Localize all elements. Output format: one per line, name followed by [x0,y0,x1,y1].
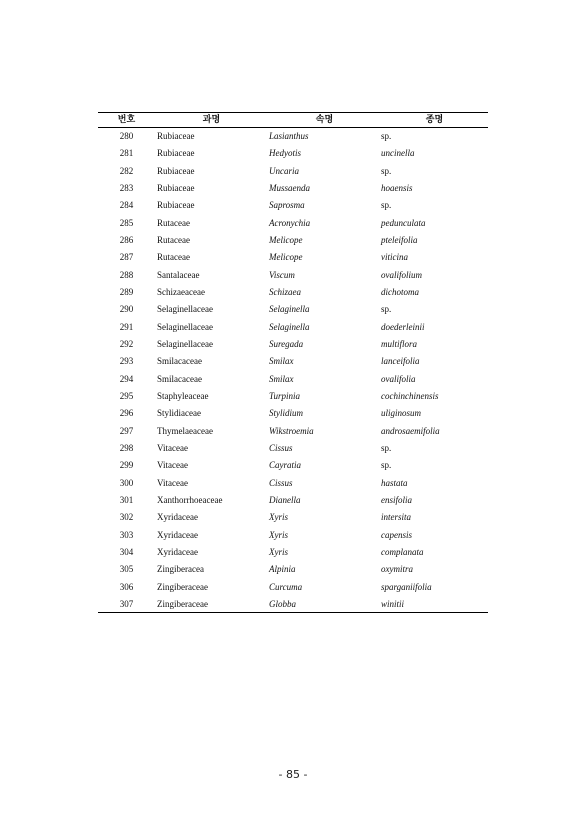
cell-number: 282 [119,165,134,176]
cell-family: Vitaceae [157,477,188,488]
cell-number: 307 [98,595,155,612]
cell-family: Rubiaceae [157,131,195,142]
cell-family: Xanthorrhoeaceae [157,495,223,506]
cell-species: hastata [381,477,408,488]
cell-number: 289 [119,287,134,298]
table-row [98,353,488,370]
cell-number: 301 [119,495,134,506]
cell-family: Rutaceae [157,235,190,246]
cell-family: Xyridaceae [157,512,198,523]
cell-genus: Uncaria [269,165,299,176]
cell-number: 292 [119,339,134,350]
header-species: 종명 [381,113,488,128]
cell-genus: Xyris [269,512,288,523]
species-table [98,112,488,613]
cell-number: 299 [119,460,134,471]
cell-family: Xyridaceae [157,529,198,540]
cell-species: doederleinii [381,321,425,332]
cell-genus: Alpinia [269,564,296,575]
cell-species: capensis [381,529,412,540]
cell-number: 284 [119,200,134,211]
cell-number: 290 [119,304,134,315]
table-header [98,113,488,128]
cell-family: Rutaceae [157,252,190,263]
table-row [98,509,488,526]
cell-genus: Suregada [269,339,304,350]
cell-family: Rutaceae [157,217,190,228]
table-row [98,128,488,145]
cell-family: Selaginellaceae [157,339,213,350]
table-row [98,491,488,508]
table-row [98,387,488,404]
cell-species: cochinchinensis [381,391,439,402]
cell-species: complanata [381,547,424,558]
cell-family: Smilacaceae [157,356,202,367]
cell-family: Stylidiaceae [157,408,201,419]
table-row [98,231,488,248]
cell-species: pedunculata [381,217,426,228]
cell-family: Zingiberaceae [157,581,208,592]
cell-family: Rubiaceae [157,148,195,159]
cell-number: 288 [119,269,134,280]
cell-genus: Cayratia [269,460,302,471]
cell-genus: Stylidium [269,408,303,419]
cell-family: Schizaeaceae [157,287,205,298]
cell-number: 304 [119,547,134,558]
header-number: 번호 [98,113,155,128]
cell-genus: Melicope [269,252,303,263]
cell-species: sp. [381,200,392,211]
cell-family: Staphyleaceae [157,391,209,402]
cell-genus: Selaginella [269,304,310,315]
species-table-container [98,112,488,613]
cell-genus: Cissus [269,477,293,488]
table-body [98,128,488,613]
page-number: - 85 - [278,768,308,781]
cell-family: Zingiberacea [157,564,204,575]
cell-number: 281 [119,148,134,159]
cell-number: 280 [119,131,134,142]
table-row [98,405,488,422]
cell-family: Thymelaeaceae [157,425,213,436]
table-row [98,439,488,456]
cell-species: sp. [381,131,392,142]
cell-family: Santalaceae [157,269,200,280]
cell-species: dichotoma [381,287,419,298]
cell-family: Rubiaceae [157,200,195,211]
cell-species: uliginosum [381,408,422,419]
cell-genus: Smilax [269,356,294,367]
cell-species: uncinella [381,148,415,159]
cell-species: pteleifolia [381,235,418,246]
table-row [98,526,488,543]
cell-family: Rubiaceae [157,165,195,176]
cell-genus: Cissus [269,443,293,454]
table-row [98,283,488,300]
cell-species: lanceifolia [381,356,420,367]
table-row [98,595,488,612]
header-genus: 속명 [268,113,381,128]
header-family: 과명 [155,113,268,128]
cell-genus: Xyris [269,529,288,540]
cell-number: 302 [119,512,134,523]
cell-family: Smilacaceae [157,373,202,384]
cell-genus: Acronychia [269,217,311,228]
table-row [98,162,488,179]
cell-genus: Lasianthus [269,131,309,142]
table-row [98,561,488,578]
table-row [98,318,488,335]
cell-species: sp. [381,165,392,176]
cell-species: sp. [381,443,392,454]
cell-genus: Melicope [269,235,303,246]
table-row [98,197,488,214]
cell-number: 293 [119,356,134,367]
cell-species: sp. [381,304,392,315]
table-row [98,266,488,283]
table-row [98,301,488,318]
cell-number: 283 [119,183,134,194]
cell-number: 294 [119,373,134,384]
cell-genus: Xyris [269,547,288,558]
cell-genus: Schizaea [269,287,301,298]
cell-family: Vitaceae [157,443,188,454]
cell-family: Zingiberaceae [155,595,268,612]
table-row [98,457,488,474]
cell-family: Rubiaceae [157,183,195,194]
cell-family: Selaginellaceae [157,321,213,332]
cell-genus: Curcuma [269,581,303,592]
table-row [98,214,488,231]
cell-genus: Hedyotis [269,148,301,159]
header-row [98,113,488,128]
table-row [98,474,488,491]
cell-number: 296 [119,408,134,419]
cell-number: 295 [119,391,134,402]
cell-species: sp. [381,460,392,471]
cell-species: sparganiifolia [381,581,432,592]
cell-number: 303 [119,529,134,540]
table-row [98,249,488,266]
table-row [98,370,488,387]
cell-number: 287 [119,252,134,263]
cell-genus: Viscum [269,269,295,280]
table-row [98,179,488,196]
cell-genus: Saprosma [269,200,305,211]
table-row [98,578,488,595]
cell-number: 286 [119,235,134,246]
cell-species: viticina [381,252,408,263]
cell-species: hoaensis [381,183,413,194]
cell-family: Selaginellaceae [157,304,213,315]
cell-genus: Mussaenda [269,183,310,194]
cell-genus: Selaginella [269,321,310,332]
cell-number: 300 [119,477,134,488]
table-row [98,145,488,162]
cell-number: 305 [119,564,134,575]
cell-genus: Globba [268,595,381,612]
table-row [98,335,488,352]
cell-species: winitii [381,595,488,612]
cell-species: multiflora [381,339,418,350]
cell-species: androsaemifolia [381,425,440,436]
cell-species: ovalifolia [381,373,416,384]
cell-genus: Wikstroemia [269,425,314,436]
cell-number: 298 [119,443,134,454]
table-row [98,543,488,560]
cell-number: 306 [119,581,134,592]
cell-number: 291 [119,321,134,332]
cell-genus: Dianella [269,495,301,506]
table-row [98,422,488,439]
cell-genus: Turpinia [269,391,301,402]
cell-species: ovalifolium [381,269,422,280]
cell-species: ensifolia [381,495,412,506]
cell-family: Xyridaceae [157,547,198,558]
cell-genus: Smilax [269,373,294,384]
cell-number: 297 [119,425,134,436]
cell-species: intersita [381,512,412,523]
cell-species: oxymitra [381,564,413,575]
cell-family: Vitaceae [157,460,188,471]
cell-number: 285 [119,217,134,228]
